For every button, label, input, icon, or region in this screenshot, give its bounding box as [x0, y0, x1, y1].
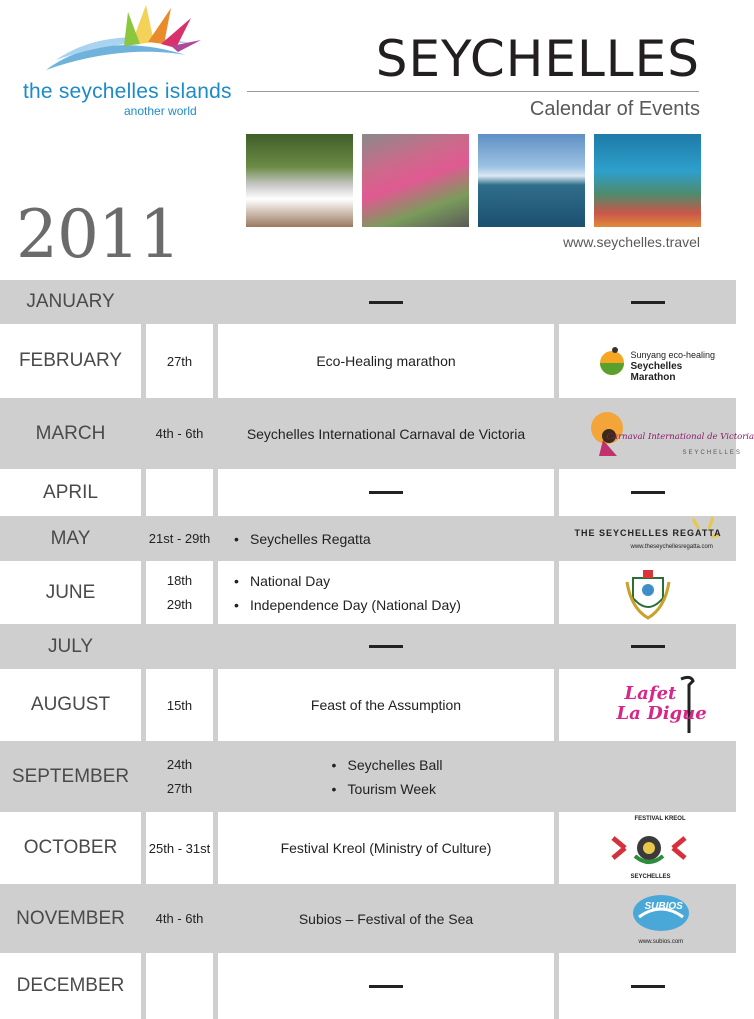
empty-event-dash — [369, 985, 403, 988]
date-list — [167, 573, 192, 612]
month-label: FEBRUARY — [18, 350, 123, 371]
page-title: SEYCHELLES — [375, 30, 700, 88]
regatta-logo-title: THE SEYCHELLES REGATTA — [574, 527, 722, 538]
month-cell — [0, 812, 141, 884]
event-date: 29th — [166, 597, 193, 612]
lafet-logo — [573, 673, 723, 737]
title-divider — [247, 91, 699, 92]
month-cell — [0, 280, 141, 324]
date-list — [156, 426, 204, 441]
month-label: AUGUST — [30, 694, 111, 715]
month-label: OCTOBER — [23, 837, 118, 858]
month-cell — [0, 884, 141, 953]
date-list — [149, 841, 210, 856]
date-list — [156, 911, 204, 926]
month-label: MARCH — [35, 422, 106, 444]
marathon-logo-line1: Sunyang eco-healing — [630, 350, 716, 360]
table-row — [0, 624, 736, 669]
reef-photo — [594, 134, 701, 227]
event-cell — [218, 669, 554, 741]
event-date: 27th — [166, 781, 193, 796]
table-row — [0, 669, 736, 741]
event-date: 4th - 6th — [155, 911, 204, 926]
table-row — [0, 812, 736, 884]
month-cell — [0, 669, 141, 741]
month-label: NOVEMBER — [16, 907, 125, 929]
date-cell — [146, 324, 213, 398]
logo-cell — [559, 884, 736, 953]
event-date: 15th — [166, 697, 193, 713]
empty-logo-dash — [631, 985, 665, 988]
lafet-logo-line2: La Digue — [616, 703, 707, 724]
kreol-festival-icon — [609, 818, 689, 878]
event-list — [232, 569, 461, 617]
logo-cell — [559, 741, 736, 812]
table-row — [0, 741, 736, 812]
runner-globe-icon — [595, 344, 629, 378]
empty-logo-dash — [631, 645, 665, 648]
website-link[interactable]: www.seychelles.travel — [563, 234, 700, 250]
date-cell — [146, 741, 213, 812]
date-cell — [146, 561, 213, 624]
month-label: DECEMBER — [16, 975, 125, 996]
carnival-dancer-icon — [587, 406, 627, 456]
month-cell — [0, 624, 141, 669]
date-cell — [146, 884, 213, 953]
empty-logo-dash — [631, 491, 665, 494]
event-date: 24th — [166, 757, 193, 772]
coat-of-arms-logo — [573, 568, 723, 618]
marathon-logo-line2: Seychelles Marathon — [630, 361, 683, 383]
kreol-logo-sub: SEYCHELLES — [630, 874, 671, 880]
month-label: SEPTEMBER — [11, 765, 130, 787]
table-row — [0, 280, 736, 324]
event-date: 27th — [166, 353, 193, 369]
month-cell — [0, 516, 141, 561]
event-cell — [218, 953, 554, 1019]
date-list — [167, 757, 192, 796]
regatta-logo-url: www.theseychellesregatta.com — [630, 543, 713, 550]
date-cell — [146, 469, 213, 516]
subios-logo-url: www.subios.com — [638, 938, 684, 945]
event-date: 21st - 29th — [148, 531, 211, 546]
event-cell — [218, 398, 554, 469]
event-name: Feast of the Assumption — [310, 697, 462, 713]
month-cell — [0, 741, 141, 812]
empty-event-dash — [369, 301, 403, 304]
event-name: Seychelles International Carnaval de Victoria — [246, 425, 526, 442]
date-cell — [146, 812, 213, 884]
subios-logo — [573, 889, 723, 949]
event-item: • Seychelles Ball — [330, 753, 443, 777]
kreol-logo — [573, 816, 723, 880]
kreol-logo-title: FESTIVAL KREOL — [634, 816, 686, 822]
marathon-logo-text — [631, 350, 723, 383]
logo-cell — [559, 953, 736, 1019]
logo-cell — [559, 469, 736, 516]
date-list — [167, 354, 192, 369]
event-name: Subios – Festival of the Sea — [298, 910, 474, 927]
empty-event-dash — [369, 491, 403, 494]
month-cell — [0, 953, 141, 1019]
event-cell — [218, 516, 554, 561]
month-label: APRIL — [43, 481, 98, 503]
seychelles-islands-logo — [18, 0, 232, 125]
logo-cell — [559, 324, 736, 398]
logo-cell — [559, 669, 736, 741]
page-subtitle: Calendar of Events — [529, 98, 700, 120]
table-row — [0, 884, 736, 953]
sailing-photo — [478, 134, 585, 227]
date-cell — [146, 669, 213, 741]
year-heading: 2011 — [16, 196, 180, 273]
event-cell — [218, 741, 554, 812]
table-row — [0, 953, 736, 1019]
subios-fish-icon — [629, 891, 693, 935]
subios-logo-title: SUBIOS — [644, 900, 683, 912]
table-row — [0, 398, 754, 469]
logo-brand-text: the seychelles islands — [23, 80, 232, 103]
month-label: JANUARY — [26, 291, 115, 312]
event-name: Eco-Healing marathon — [316, 353, 456, 369]
event-item: • Independence Day (National Day) — [232, 593, 461, 617]
coat-of-arms-icon — [625, 568, 671, 620]
event-cell — [218, 884, 554, 953]
date-cell — [146, 953, 213, 1019]
carnaval-logo — [573, 402, 754, 466]
logo-cell — [559, 398, 754, 469]
carnival-photo — [362, 134, 469, 227]
carnaval-logo-sub: SEYCHELLES — [682, 449, 742, 456]
date-list — [167, 698, 192, 713]
logo-tagline: another world — [124, 104, 197, 118]
event-item: • Tourism Week — [330, 777, 443, 801]
month-cell — [0, 561, 141, 624]
month-label: MAY — [50, 527, 91, 549]
marathon-photo — [246, 134, 353, 227]
month-cell — [0, 324, 141, 398]
event-date: 18th — [166, 573, 193, 588]
event-cell — [218, 324, 554, 398]
event-list — [232, 527, 371, 551]
month-cell — [0, 469, 141, 516]
event-cell — [218, 624, 554, 669]
date-list — [149, 531, 210, 546]
empty-event-dash — [369, 645, 403, 648]
date-cell — [146, 516, 213, 561]
event-cell — [218, 561, 554, 624]
month-label: JUNE — [45, 581, 96, 603]
table-row — [0, 324, 736, 398]
month-label: JULY — [47, 635, 94, 657]
palm-wave-icon — [36, 0, 206, 80]
logo-cell — [559, 516, 736, 561]
lafet-logo-line1: Lafet — [624, 683, 677, 704]
event-cell — [218, 469, 554, 516]
event-item: • National Day — [232, 569, 461, 593]
logo-cell — [559, 280, 736, 324]
regatta-logo — [573, 519, 723, 559]
empty-logo-dash — [631, 301, 665, 304]
event-item: • Seychelles Regatta — [232, 527, 371, 551]
logo-cell — [559, 624, 736, 669]
event-cell — [218, 280, 554, 324]
event-name: Festival Kreol (Ministry of Culture) — [280, 840, 492, 856]
carnaval-logo-title: Carnaval International de Victoria — [606, 431, 754, 442]
table-row — [0, 516, 736, 561]
logo-cell — [559, 561, 736, 624]
date-cell — [146, 398, 213, 469]
event-cell — [218, 812, 554, 884]
event-list — [330, 753, 443, 801]
logo-cell — [559, 812, 736, 884]
marathon-logo — [573, 336, 723, 386]
table-row — [0, 469, 736, 516]
event-date: 4th - 6th — [155, 426, 204, 441]
month-cell — [0, 398, 141, 469]
event-date: 25th - 31st — [148, 840, 211, 856]
table-row — [0, 561, 736, 624]
